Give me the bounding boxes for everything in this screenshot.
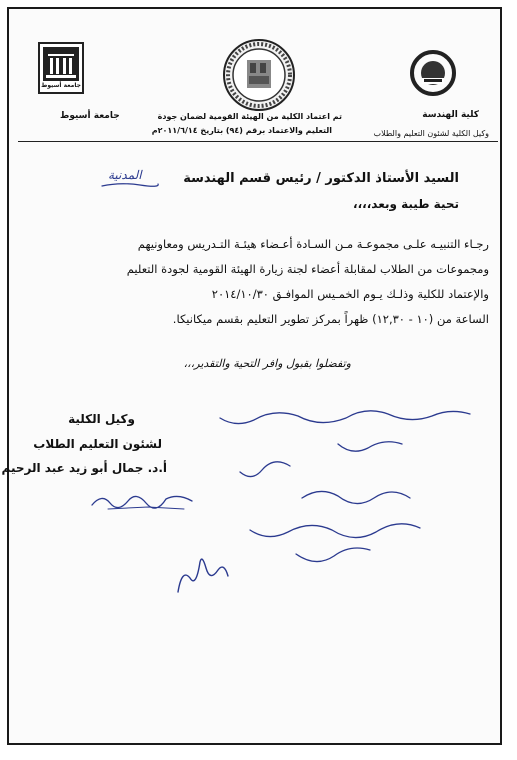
signature-title-1: وكيل الكلية bbox=[68, 412, 135, 426]
university-name: جامعة أسيوط bbox=[60, 111, 120, 121]
addressee: السيد الأستاذ الدكتور / رئيس قسم الهندسة bbox=[183, 171, 459, 186]
handwritten-department: المدنية bbox=[108, 168, 142, 182]
greeting: تحية طيبة وبعد،،،، bbox=[353, 197, 459, 211]
accreditation-line1: تم اعتماد الكلية من الهيئة القومية لضمان جودة bbox=[157, 112, 342, 121]
handwritten-underline bbox=[100, 180, 160, 190]
body-line-1: رجـاء التنبيـه علـى مجموعـة مـن السـادة أعـضاء هيئـة التـدريس ومعاونيهم bbox=[137, 237, 489, 251]
seal-caption: جامعة أسيوط bbox=[41, 82, 81, 89]
body-line-4: الساعة من (١٠ - ١٢,٣٠) ظهراً بمركز تطوير التعليم بقسم ميكانيكا. bbox=[172, 312, 489, 326]
vice-dean-office: وكيل الكلية لشئون التعليم والطلاب bbox=[373, 129, 489, 138]
handwritten-initials bbox=[172, 548, 232, 598]
header-divider bbox=[18, 141, 498, 142]
body-line-2: ومجموعات من الطلاب لمقابلة أعضاء لجنة زيارة الهيئة القومية لجودة التعليم bbox=[126, 262, 489, 276]
closing: وتفضلوا بقبول وافر التحية والتقدير،،، bbox=[183, 357, 351, 370]
college-name: كلية الهندسة bbox=[422, 110, 479, 120]
signature-name: أ.د. جمال أبو زيد عبد الرحيم bbox=[1, 461, 167, 475]
quality-seal-logo bbox=[222, 38, 296, 112]
faculty-logo bbox=[408, 48, 458, 98]
signature-title-2: لشئون التعليم الطلاب bbox=[33, 437, 162, 451]
accreditation-line2: التعليم والاعتماد برقم (٩٤) بتاريخ ٢٠١١/٦/١٤م bbox=[151, 126, 332, 135]
body-line-3: والإعتماد للكلية وذلـك يـوم الخمـيس الموافـق ٢٠١٤/١٠/٣٠ bbox=[211, 287, 489, 301]
